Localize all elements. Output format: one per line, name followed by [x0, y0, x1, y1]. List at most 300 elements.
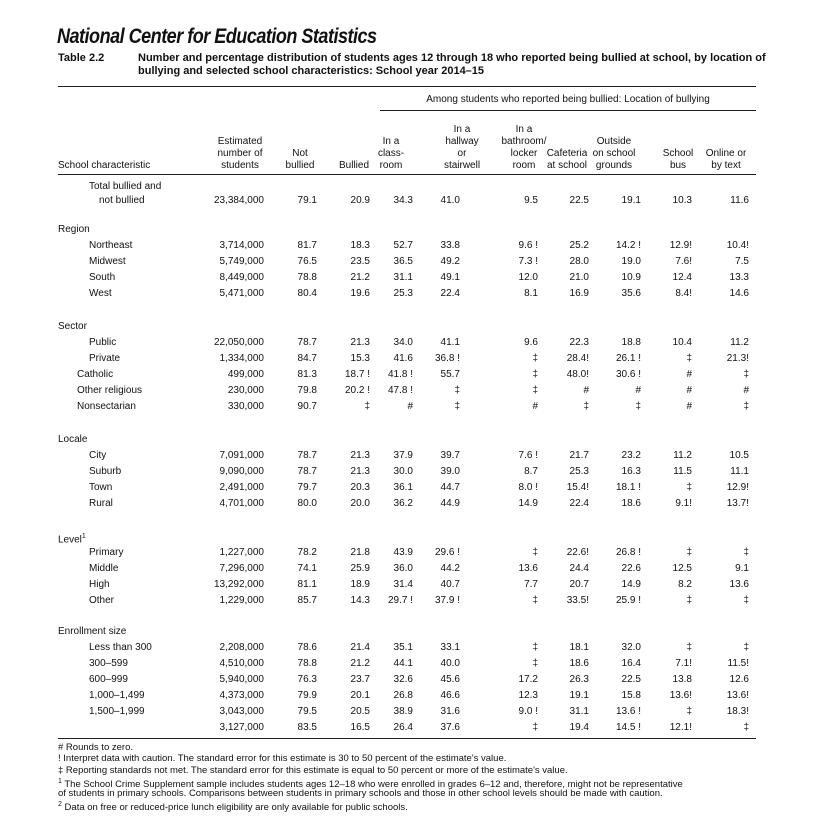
table-cell-school-bus: 12.5	[672, 563, 692, 574]
table-cell-estimated-number: 22,050,000	[213, 337, 264, 348]
column-header-hallway: hallway	[445, 136, 479, 147]
table-cell-classroom: 41.6	[393, 353, 413, 364]
table-cell-bathroom: 8.1	[524, 288, 538, 299]
table-cell-bathroom: 8.7	[524, 466, 538, 477]
table-cell-estimated-number: 9,090,000	[219, 466, 264, 477]
table-cell-hallway: 39.7	[440, 450, 460, 461]
table-cell-bathroom: 7.3 !	[518, 256, 538, 267]
table-cell-online: 13.3	[729, 272, 749, 283]
table-cell-cafeteria: 18.1	[569, 642, 589, 653]
table-cell-online: 18.3!	[726, 706, 749, 717]
table-cell-hallway: 33.8	[440, 240, 460, 251]
row-label: 1,000–1,499	[89, 690, 145, 701]
row-label: Other religious	[77, 385, 143, 396]
table-cell-classroom: #	[407, 401, 413, 412]
table-cell-outside: 14.5 !	[615, 722, 641, 733]
table-cell-bullied: 18.3	[350, 240, 370, 251]
table-cell-not-bullied: 78.7	[297, 450, 317, 461]
footnote-marker: 1	[81, 533, 86, 540]
spanner-header: Among students who reported being bullied: Location of bullying	[426, 94, 710, 105]
table-cell-online: 12.6	[729, 674, 749, 685]
table-cell-not-bullied: 81.3	[297, 369, 317, 380]
table-cell-estimated-number: 13,292,000	[213, 579, 264, 590]
table-cell-estimated-number: 3,714,000	[219, 240, 264, 251]
table-cell-classroom: 30.0	[393, 466, 413, 477]
table-cell-bullied: 19.6	[350, 288, 370, 299]
table-cell-bullied: 16.5	[350, 722, 370, 733]
table-cell-cafeteria: 20.7	[569, 579, 589, 590]
row-label: Town	[89, 482, 113, 493]
table-cell-school-bus: 10.4	[672, 337, 692, 348]
table-cell-school-bus: ‡	[686, 482, 692, 493]
table-cell-cafeteria: 18.6	[569, 658, 589, 669]
row-label: High	[89, 579, 110, 590]
row-label: Catholic	[77, 369, 114, 380]
table-cell-not-bullied: 79.9	[297, 690, 317, 701]
column-header-school-bus: bus	[669, 160, 687, 171]
table-cell-outside: #	[635, 385, 641, 396]
column-header-bathroom: room	[512, 160, 536, 171]
table-cell-school-bus: 7.6!	[675, 256, 692, 267]
group-label	[58, 434, 87, 446]
table-cell-not-bullied: 79.8	[297, 385, 317, 396]
table-cell-hallway: 46.6	[440, 690, 460, 701]
table-cell-outside: 18.8	[621, 337, 641, 348]
table-cell-hallway: 41.0	[440, 195, 460, 206]
table-cell-estimated-number: 1,227,000	[219, 547, 264, 558]
publisher-title: National Center for Education Statistics	[57, 25, 377, 48]
column-header-outside: Outside	[596, 136, 632, 147]
table-cell-hallway: 44.9	[440, 498, 460, 509]
column-header-outside: grounds	[595, 160, 633, 171]
table-cell-hallway: 37.9 !	[434, 595, 460, 606]
table-cell-hallway: 29.6 !	[434, 547, 460, 558]
table-cell-school-bus: ‡	[686, 353, 692, 364]
table-cell-classroom: 47.8 !	[387, 385, 413, 396]
table-label: Table 2.2	[58, 52, 105, 64]
table-cell-online: 14.6	[729, 288, 749, 299]
footnote-text: # Rounds to zero.	[58, 742, 133, 753]
table-cell-cafeteria: 33.5!	[566, 595, 589, 606]
table-cell-bathroom: ‡	[532, 385, 538, 396]
table-cell-not-bullied: 80.0	[297, 498, 317, 509]
table-cell-hallway: 44.7	[440, 482, 460, 493]
row-label: Public	[89, 337, 117, 348]
table-cell-cafeteria: 22.6!	[566, 547, 589, 558]
table-cell-outside: 18.6	[621, 498, 641, 509]
table-cell-bullied: 20.5	[350, 706, 370, 717]
table-cell-bullied: 18.9	[350, 579, 370, 590]
table-cell-classroom: 36.0	[393, 563, 413, 574]
row-label: Private	[89, 353, 121, 364]
table-cell-cafeteria: 15.4!	[566, 482, 589, 493]
table-cell-online: #	[743, 385, 749, 396]
table-cell-estimated-number: 3,043,000	[219, 706, 264, 717]
table-cell-outside: 10.9	[621, 272, 641, 283]
table-cell-hallway: ‡	[454, 385, 460, 396]
table-cell-bullied: 18.7 !	[344, 369, 370, 380]
table-cell-hallway: ‡	[454, 401, 460, 412]
table-cell-classroom: 44.1	[393, 658, 413, 669]
table-cell-classroom: 37.9	[393, 450, 413, 461]
table-cell-not-bullied: 78.8	[297, 272, 317, 283]
table-cell-school-bus: 11.5	[673, 466, 692, 477]
table-cell-not-bullied: 78.2	[297, 547, 317, 558]
table-cell-not-bullied: 84.7	[297, 353, 317, 364]
group-label	[58, 626, 126, 638]
table-cell-classroom: 36.1	[393, 482, 413, 493]
table-cell-online: 12.9!	[726, 482, 749, 493]
table-cell-outside: 13.6 !	[615, 706, 641, 717]
table-cell-bullied: 21.4	[350, 642, 370, 653]
row-label: Northeast	[89, 240, 133, 251]
table-cell-bullied: 21.8	[350, 547, 370, 558]
table-cell-classroom: 31.4	[393, 579, 413, 590]
table-cell-bathroom: ‡	[532, 658, 538, 669]
column-header-cafeteria: at school	[546, 160, 588, 171]
column-header-hallway: or	[457, 148, 467, 159]
table-cell-cafeteria: 21.0	[569, 272, 589, 283]
table-cell-bullied: 21.3	[350, 450, 370, 461]
table-cell-cafeteria: 21.7	[569, 450, 589, 461]
table-cell-online: ‡	[743, 722, 749, 733]
footnote-text: of students in primary schools. Comparisons between students in primary schools and those in other school levels should be made with caution.	[58, 787, 663, 799]
row-label: City	[89, 450, 107, 461]
table-cell-cafeteria: 25.2	[569, 240, 589, 251]
table-cell-outside: 30.6 !	[615, 369, 641, 380]
table-cell-cafeteria: 48.0!	[566, 369, 589, 380]
footnote-line	[58, 765, 568, 776]
table-cell-bullied: ‡	[364, 401, 370, 412]
top-rule	[58, 86, 756, 87]
column-header-classroom: In a	[382, 136, 400, 147]
table-cell-hallway: 39.0	[440, 466, 460, 477]
row-label: Suburb	[89, 466, 122, 477]
table-cell-classroom: 34.3	[393, 195, 413, 206]
table-cell-not-bullied: 90.7	[297, 401, 317, 412]
table-cell-bathroom: ‡	[532, 353, 538, 364]
group-label-text: Enrollment size	[58, 626, 127, 637]
table-cell-not-bullied: 74.1	[297, 563, 317, 574]
table-cell-school-bus: 10.3	[672, 195, 692, 206]
group-label	[58, 224, 90, 236]
table-cell-bathroom: 12.3	[518, 690, 538, 701]
table-cell-bathroom: 7.6 !	[518, 450, 538, 461]
column-header-bathroom: bathroom/	[501, 136, 547, 147]
table-cell-school-bus: 12.1!	[669, 722, 692, 733]
table-cell-outside: 22.6	[621, 563, 641, 574]
table-cell-hallway: 33.1	[440, 642, 460, 653]
column-header-estimated-number: number of	[217, 148, 263, 159]
table-cell-cafeteria: 22.5	[569, 195, 589, 206]
table-cell-bullied: 20.3	[350, 482, 370, 493]
table-cell-not-bullied: 78.7	[297, 466, 317, 477]
table-cell-outside: 23.2	[621, 450, 641, 461]
table-cell-cafeteria: 22.3	[569, 337, 589, 348]
table-cell-estimated-number: 4,701,000	[219, 498, 264, 509]
table-cell-estimated-number: 7,296,000	[219, 563, 264, 574]
table-cell-cafeteria: 26.3	[569, 674, 589, 685]
table-cell-not-bullied: 81.1	[297, 579, 317, 590]
table-cell-hallway: 41.1	[440, 337, 460, 348]
table-cell-online: 13.6!	[726, 690, 749, 701]
table-cell-not-bullied: 80.4	[297, 288, 317, 299]
footnote-line	[58, 788, 663, 799]
column-header-online: Online or	[705, 148, 747, 159]
table-cell-not-bullied: 85.7	[297, 595, 317, 606]
table-cell-estimated-number: 3,127,000	[219, 722, 264, 733]
column-header-classroom: room	[379, 160, 403, 171]
column-header-not-bullied: bullied	[285, 160, 315, 171]
table-cell-cafeteria: 22.4	[569, 498, 589, 509]
footnote-text: ! Interpret data with caution. The standard error for this estimate is 30 to 50 percent of the estimate's value.	[58, 753, 507, 765]
table-cell-bathroom: 12.0	[518, 272, 538, 283]
row-label: not bullied	[99, 195, 145, 206]
table-cell-classroom: 41.8 !	[387, 369, 413, 380]
table-cell-not-bullied: 76.3	[297, 674, 317, 685]
footnote-text: Data on free or reduced-price lunch eligibility are only available for public schools.	[61, 802, 408, 814]
row-label: South	[89, 272, 116, 283]
table-cell-bathroom: 14.9	[518, 498, 538, 509]
column-header-online: by text	[711, 160, 741, 171]
table-cell-hallway: 36.8 !	[434, 353, 460, 364]
table-cell-bullied: 21.2	[350, 272, 370, 283]
table-cell-estimated-number: 2,208,000	[219, 642, 264, 653]
table-cell-school-bus: 12.9!	[669, 240, 692, 251]
table-cell-bathroom: 9.5	[524, 195, 538, 206]
column-header-estimated-number: Estimated	[217, 136, 263, 147]
table-cell-hallway: 37.6	[440, 722, 460, 733]
table-cell-not-bullied: 76.5	[297, 256, 317, 267]
table-cell-bullied: 15.3	[350, 353, 370, 364]
table-cell-estimated-number: 8,449,000	[219, 272, 264, 283]
table-cell-classroom: 52.7	[393, 240, 413, 251]
group-label	[58, 531, 86, 546]
table-cell-bullied: 21.2	[350, 658, 370, 669]
footnote-marker: 2	[58, 801, 62, 808]
table-cell-bullied: 23.5	[350, 256, 370, 267]
table-cell-bullied: 21.3	[350, 337, 370, 348]
table-cell-school-bus: 11.2	[673, 450, 692, 461]
table-cell-online: 10.5	[729, 450, 749, 461]
table-cell-classroom: 26.4	[393, 722, 413, 733]
table-cell-estimated-number: 5,940,000	[219, 674, 264, 685]
table-cell-online: 9.1	[735, 563, 749, 574]
table-cell-school-bus: #	[686, 401, 692, 412]
row-label: Less than 300	[89, 642, 152, 653]
row-label: Rural	[89, 498, 113, 509]
table-cell-online: 11.5!	[727, 658, 749, 669]
row-label: West	[89, 288, 112, 299]
table-cell-outside: 26.1 !	[615, 353, 641, 364]
table-cell-not-bullied: 78.7	[297, 337, 317, 348]
group-label-text: Region	[58, 224, 90, 235]
table-cell-bullied: 20.2 !	[344, 385, 370, 396]
table-cell-cafeteria: 28.0	[569, 256, 589, 267]
footnote-marker: 1	[58, 778, 62, 786]
table-cell-hallway: 40.0	[440, 658, 460, 669]
column-header-cafeteria: Cafeteria	[546, 148, 588, 159]
table-cell-cafeteria: 19.1	[569, 690, 589, 701]
table-cell-estimated-number: 1,334,000	[219, 353, 264, 364]
table-cell-classroom: 29.7 !	[387, 595, 413, 606]
group-label	[58, 321, 87, 333]
table-cell-online: 11.2	[730, 337, 749, 348]
table-cell-bathroom: ‡	[532, 595, 538, 606]
table-cell-bathroom: 9.6 !	[518, 240, 538, 251]
column-header-hallway: stairwell	[443, 160, 481, 171]
table-cell-outside: 16.3	[621, 466, 641, 477]
table-cell-classroom: 36.2	[393, 498, 413, 509]
table-cell-classroom: 25.3	[393, 288, 413, 299]
table-cell-bathroom: 9.6	[524, 337, 538, 348]
table-cell-not-bullied: 79.5	[297, 706, 317, 717]
row-label: Middle	[89, 563, 119, 574]
column-header-hallway: In a	[453, 124, 471, 135]
bottom-rule	[58, 738, 756, 739]
table-cell-bathroom: ‡	[532, 369, 538, 380]
table-cell-school-bus: ‡	[686, 595, 692, 606]
row-label: Primary	[89, 547, 124, 558]
table-cell-school-bus: 9.1!	[675, 498, 692, 509]
table-cell-bathroom: ‡	[532, 547, 538, 558]
table-cell-bathroom: 9.0 !	[518, 706, 538, 717]
table-cell-online: 7.5	[735, 256, 749, 267]
table-cell-classroom: 35.1	[393, 642, 413, 653]
table-cell-outside: ‡	[635, 401, 641, 412]
table-cell-cafeteria: 24.4	[569, 563, 589, 574]
row-label: Nonsectarian	[77, 401, 136, 412]
table-cell-outside: 26.8 !	[615, 547, 641, 558]
table-cell-bullied: 23.7	[350, 674, 370, 685]
table-cell-cafeteria: 16.9	[569, 288, 589, 299]
table-cell-cafeteria: 31.1	[569, 706, 589, 717]
spanner-rule	[380, 110, 756, 111]
table-cell-online: 13.7!	[726, 498, 749, 509]
column-header-not-bullied: Not	[292, 148, 308, 159]
table-cell-hallway: 40.7	[440, 579, 460, 590]
table-cell-classroom: 32.6	[393, 674, 413, 685]
table-cell-cafeteria: ‡	[583, 401, 589, 412]
table-cell-online: 11.1	[730, 466, 749, 477]
group-label-text: Sector	[58, 321, 87, 332]
table-cell-outside: 19.1	[621, 195, 641, 206]
table-cell-school-bus: 13.6!	[669, 690, 692, 701]
table-cell-outside: 14.2 !	[615, 240, 641, 251]
column-header-bathroom: In a	[515, 124, 533, 135]
table-cell-online: 10.4!	[726, 240, 749, 251]
table-cell-school-bus: 12.4	[672, 272, 692, 283]
column-header-school-characteristic: School characteristic	[58, 160, 151, 171]
table-cell-outside: 22.5	[621, 674, 641, 685]
table-cell-estimated-number: 4,510,000	[219, 658, 264, 669]
table-cell-school-bus: ‡	[686, 547, 692, 558]
table-cell-not-bullied: 78.8	[297, 658, 317, 669]
table-cell-online: ‡	[743, 642, 749, 653]
row-label: Other	[89, 595, 115, 606]
table-cell-online: ‡	[743, 401, 749, 412]
table-cell-outside: 25.9 !	[615, 595, 641, 606]
table-cell-outside: 14.9	[621, 579, 641, 590]
table-cell-hallway: 49.1	[440, 272, 460, 283]
table-cell-cafeteria: #	[583, 385, 589, 396]
table-cell-outside: 15.8	[621, 690, 641, 701]
table-cell-bullied: 20.0	[350, 498, 370, 509]
table-cell-outside: 19.0	[621, 256, 641, 267]
table-cell-bullied: 14.3	[350, 595, 370, 606]
table-cell-not-bullied: 79.7	[297, 482, 317, 493]
table-cell-online: ‡	[743, 595, 749, 606]
table-cell-outside: 32.0	[621, 642, 641, 653]
table-cell-online: 11.6	[730, 195, 749, 206]
table-cell-school-bus: ‡	[686, 642, 692, 653]
column-header-classroom: class-	[377, 148, 405, 159]
table-cell-bathroom: 8.0 !	[518, 482, 538, 493]
group-label-text: Level	[58, 534, 82, 546]
column-header-estimated-number: students	[221, 160, 259, 171]
table-cell-outside: 16.4	[621, 658, 641, 669]
group-label-text: Locale	[58, 434, 88, 445]
table-cell-estimated-number: 230,000	[227, 385, 264, 396]
table-title: Number and percentage distribution of students ages 12 through 18 who reported being bullied at school, by location of bullying and selected school characteristics: School year 2014–15	[138, 52, 766, 77]
footnote-line	[58, 742, 133, 753]
table-cell-estimated-number: 7,091,000	[219, 450, 264, 461]
table-cell-classroom: 43.9	[393, 547, 413, 558]
table-cell-not-bullied: 81.7	[297, 240, 317, 251]
table-cell-bathroom: ‡	[532, 642, 538, 653]
header-rule	[58, 174, 756, 175]
table-cell-school-bus: #	[686, 369, 692, 380]
table-cell-bullied: 21.3	[350, 466, 370, 477]
table-cell-bullied: 20.1	[350, 690, 370, 701]
table-cell-hallway: 49.2	[440, 256, 460, 267]
table-cell-bullied: 20.9	[350, 195, 370, 206]
table-cell-estimated-number: 1,229,000	[219, 595, 264, 606]
footnote-text: ‡ Reporting standards not met. The standard error for this estimate is equal to 50 percent or more of the estimate's value.	[58, 764, 568, 776]
row-label: 600–999	[89, 674, 128, 685]
table-cell-classroom: 34.0	[393, 337, 413, 348]
row-label: 300–599	[89, 658, 128, 669]
table-cell-cafeteria: 28.4!	[566, 353, 589, 364]
table-cell-not-bullied: 83.5	[297, 722, 317, 733]
row-label: 1,500–1,999	[89, 706, 145, 717]
column-header-bathroom: locker	[510, 148, 538, 159]
table-cell-bathroom: 13.6	[518, 563, 538, 574]
footnote-line	[58, 799, 408, 813]
table-cell-cafeteria: 19.4	[569, 722, 589, 733]
table-cell-school-bus: 8.2	[678, 579, 692, 590]
table-cell-online: 13.6	[729, 579, 749, 590]
table-cell-outside: 18.1 !	[615, 482, 641, 493]
table-cell-estimated-number: 2,491,000	[219, 482, 264, 493]
row-label: Midwest	[89, 256, 126, 267]
table-cell-cafeteria: 25.3	[569, 466, 589, 477]
table-cell-classroom: 36.5	[393, 256, 413, 267]
column-header-school-bus: School	[662, 148, 694, 159]
table-cell-classroom: 26.8	[393, 690, 413, 701]
table-cell-school-bus: 13.8	[672, 674, 692, 685]
table-cell-estimated-number: 5,471,000	[219, 288, 264, 299]
table-cell-online: 21.3!	[726, 353, 749, 364]
row-label: Total bullied and	[89, 181, 162, 192]
footnote-text: The School Crime Supplement sample includes students ages 12–18 who were enrolled in grades 6–12 and, therefore, might not be representative	[61, 779, 683, 791]
table-cell-bullied: 25.9	[350, 563, 370, 574]
table-cell-not-bullied: 78.6	[297, 642, 317, 653]
table-cell-estimated-number: 330,000	[227, 401, 264, 412]
table-cell-school-bus: 8.4!	[675, 288, 692, 299]
table-cell-estimated-number: 23,384,000	[213, 195, 264, 206]
table-cell-outside: 35.6	[621, 288, 641, 299]
